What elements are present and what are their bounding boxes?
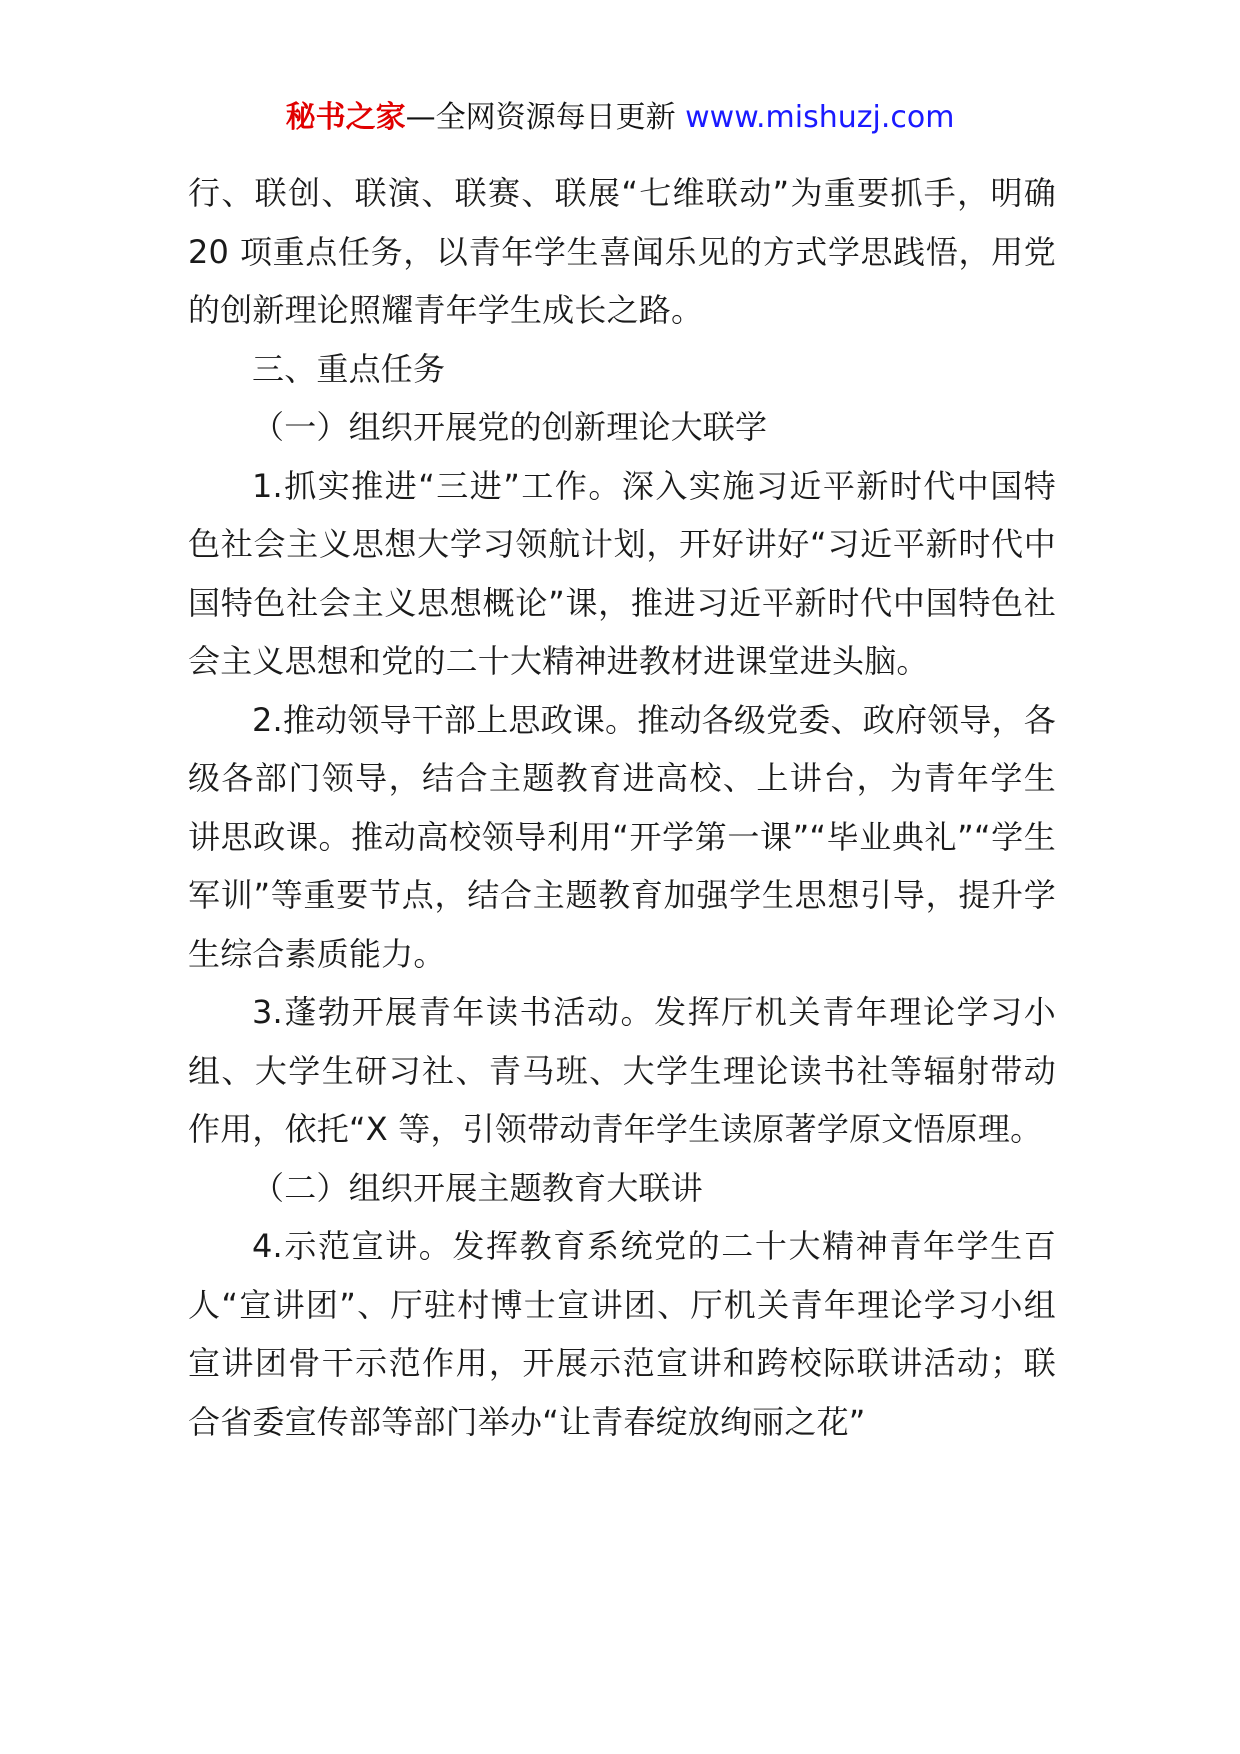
- header-brand: 秘书之家: [285, 100, 406, 135]
- paragraph-item-2: 2.推动领导干部上思政课。推动各级党委、政府领导，各级各部门领导，结合主题教育进高校、上讲台，为青年学生讲思政课。推动高校领导利用“开学第一课”“毕业典礼”“学生军训”等重要节点，结合主题教育加强学生思想引导，提升学生综合素质能力。: [188, 700, 1056, 973]
- header-tagline: —全网资源每日更新: [405, 100, 686, 135]
- paragraph-item-1: 1.抓实推进“三进”工作。深入实施习近平新时代中国特色社会主义思想大学习领航计划，开好讲好“习近平新时代中国特色社会主义思想概论”课，推进习近平新时代中国特色社会主义思想和党的二十大精神进教材进课堂进头脑。: [188, 466, 1056, 680]
- subsection-heading-1: （一）组织开展党的创新理论大联学: [252, 408, 768, 446]
- page-header: [0, 98, 1240, 138]
- header-url-link[interactable]: www.mishuzj.com: [685, 100, 955, 135]
- section-heading-key-tasks: 三、重点任务: [252, 349, 446, 388]
- paragraph-item-3: 3.蓬勃开展青年读书活动。发挥厅机关青年理论学习小组、大学生研习社、青马班、大学生理论读书社等辐射带动作用，依托“X 等，引领带动青年学生读原著学原文悟原理。: [188, 993, 1056, 1148]
- paragraph-continuation: 行、联创、联演、联赛、联展“七维联动”为重要抓手，明确 20 项重点任务，以青年学生喜闻乐见的方式学思践悟，用党的创新理论照耀青年学生成长之路。: [188, 174, 1056, 329]
- paragraph-item-4: 4.示范宣讲。发挥教育系统党的二十大精神青年学生百人“宣讲团”、厅驻村博士宣讲团、厅机关青年理论学习小组宣讲团骨干示范作用，开展示范宣讲和跨校际联讲活动；联合省委宣传部等部门举办“让青春绽放绚丽之花”: [188, 1227, 1056, 1441]
- document-body: [188, 164, 1056, 1451]
- subsection-heading-2: （二）组织开展主题教育大联讲: [252, 1168, 703, 1207]
